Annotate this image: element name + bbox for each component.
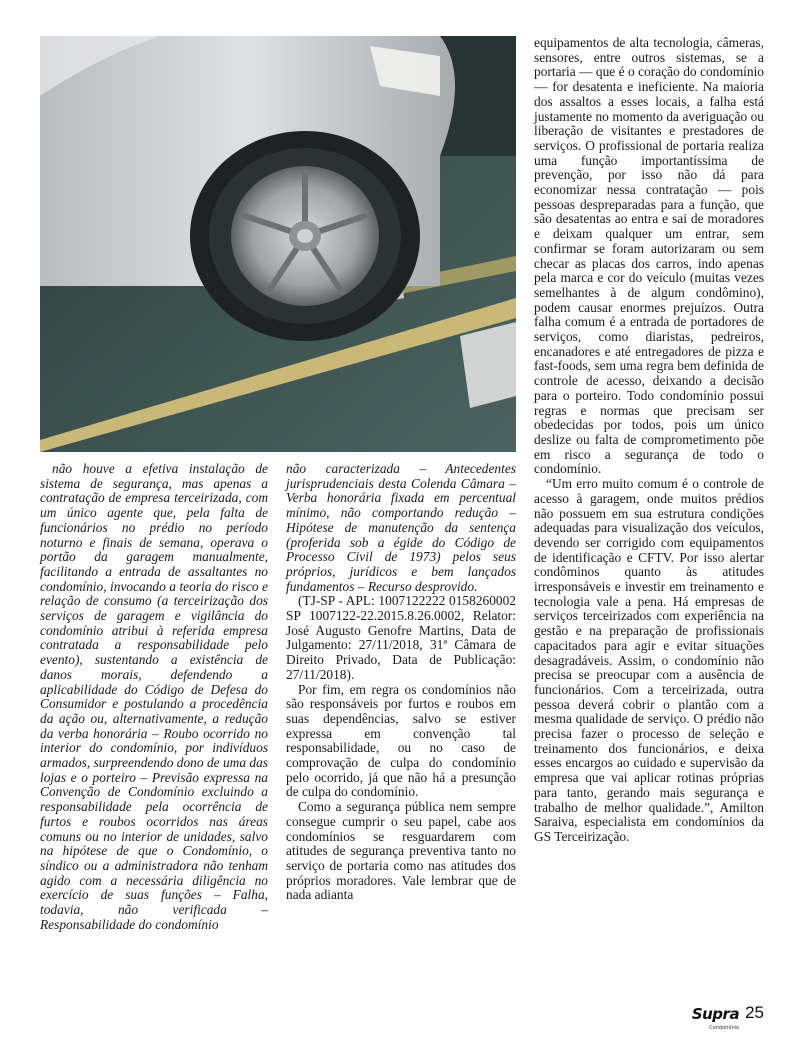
page-footer [691,998,764,1031]
expert-quote: “Um erro muito comum é o controle de acesso à garagem, onde muitos prédios não possuem em sua estrutura condições adequadas para visualização dos veículos, devendo ser corrigido com equipamentos de identificação e CFTV. Por isso alertar condôminos quanto às atitudes irresponsáveis e investir em treinamento e tecnologia vale a pena. Há empresas de serviços terceirizados com experiência na gestão e na preparação de profissionais capacitados para agir e evitar situações desagradáveis. Assim, o condomínio não precisa se preocupar com a ausência de funcionários. Com a terceirizada, outra pessoa deverá cobrir o plantão com a mesma qualidade de serviço. O prédio não precisa fazer o processo de seleção e treinamento dos funcionários, e deixa esses encargos ao cuidado e supervisão da empresa que vai aplicar rotinas próprias para tanto, gerando mais segurança e trabalho de melhor qualidade.”, Amilton Saraiva, especialista em condomínios da GS Terceirização. [534,476,764,844]
court-ruling-text-continued: não caracterizada – Antecedentes jurisprudenciais desta Colenda Câmara – Verba honorária fixada em percentual mínimo, não comportando redução – Hipótese de manutenção da sentença (proferida sob a égide do Código de Processo Civil de 1973) pelos seus próprios, jurídicos e bem lançados fundamentos – Recurso desprovido. [286,461,516,594]
page-number: 25 [745,1003,764,1022]
supra-logo: Supra Condomínio [691,1005,740,1031]
article-column-2 [286,462,516,903]
car-parking-photo [40,36,516,452]
court-ruling-text: não houve a efetiva instalação de sistema de segurança, mas apenas a contratação de empresa terceirizada, com um único agente que, pela falta de funcionários no prédio no período noturno e finais de semana, operava o portão da garagem manualmente, facilitando a entrada de assaltantes no condomínio, invocando a teoria do risco e relação de consumo (a terceirização dos serviços de garagem e vigilância do condomínio atribui à referida empresa contratada a responsabilidade pelo evento), sustentando a existência de danos morais, defendendo a aplicabilidade do Código de Defesa do Consumidor e postulando a procedência da ação ou, alternativamente, a redução da verba honorária – Roubo ocorrido no interior do condomínio, por indivíduos armados, surpreendendo dono de uma das lojas e o porteiro – Previsão expressa na Convenção de Condomínio excluindo a responsabilidade pela ocorrência de furtos e roubos ocorridos nas áreas comuns ou no interior de unidades, salvo na hipótese de que o Condomínio, o síndico ou a administradora não tenham agido com a necessária diligência no exercício de suas funções – Falha, todavia, não verificada – Responsabilidade do condomínio [40,461,268,932]
paragraph: Como a segurança pública nem sempre consegue cumprir o seu papel, cabe aos condomínios se resguardarem com atitudes de segurança preventiva tanto no serviço de portaria como nas atitudes dos próprios moradores. Vale lembrar que de nada adianta [286,799,516,903]
paragraph: equipamentos de alta tecnologia, câmeras, sensores, entre outros sistemas, se a portaria — que é o coração do condomínio — for desatenta e ineficiente. Na maioria dos assaltos a esses locais, a falha está justamente no momento da averiguação ou liberação de visitantes e prestadores de serviços. O profissional de portaria realiza uma função importantíssima de prevenção, por isso não dá para economizar nessa contratação — pois pessoas despreparadas para a função, que são desatentas ao entra e sai de moradores e deixam qualquer um entrar, sem confirmar se foram autorizaram ou sem checar as placas dos carros, indo apenas pela marca e cor do veículo (muitas vezes semelhantes à de algum condômino), podem causar enormes prejuízos. Outra falha comum é a entrada de portadores de serviços, como diaristas, pedreiros, encanadores e até entregadores de pizza e fast-foods, sem uma regra bem definida de controle de acesso, deixando a decisão para o porteiro. Todo condomínio possui regras e normas que precisam ser obedecidas por todos, pois um único deslize ou falta de comprometimento põe em risco a segurança de todo o condomínio. [534,35,764,477]
court-citation: (TJ-SP - APL: 1007122222 0158260002 SP 1007122-22.2015.8.26.0002, Relator: José Augusto Genofre Martins, Data de Julgamento: 27/11/2018, 31ª Câmara de Direito Privado, Data de Publicação: 27/11/2018). [286,593,516,682]
paragraph: Por fim, em regra os condomínios não são responsáveis por furtos e roubos em suas dependências, salvo se estiver expressa em convenção tal responsabilidade, ou no caso de comprovação de culpa do condomínio pelo ocorrido, já que não há a presunção de culpa do condomínio. [286,681,516,800]
article-column-3 [534,36,764,845]
article-column-1 [40,462,268,933]
car-wheel-illustration [40,36,516,452]
